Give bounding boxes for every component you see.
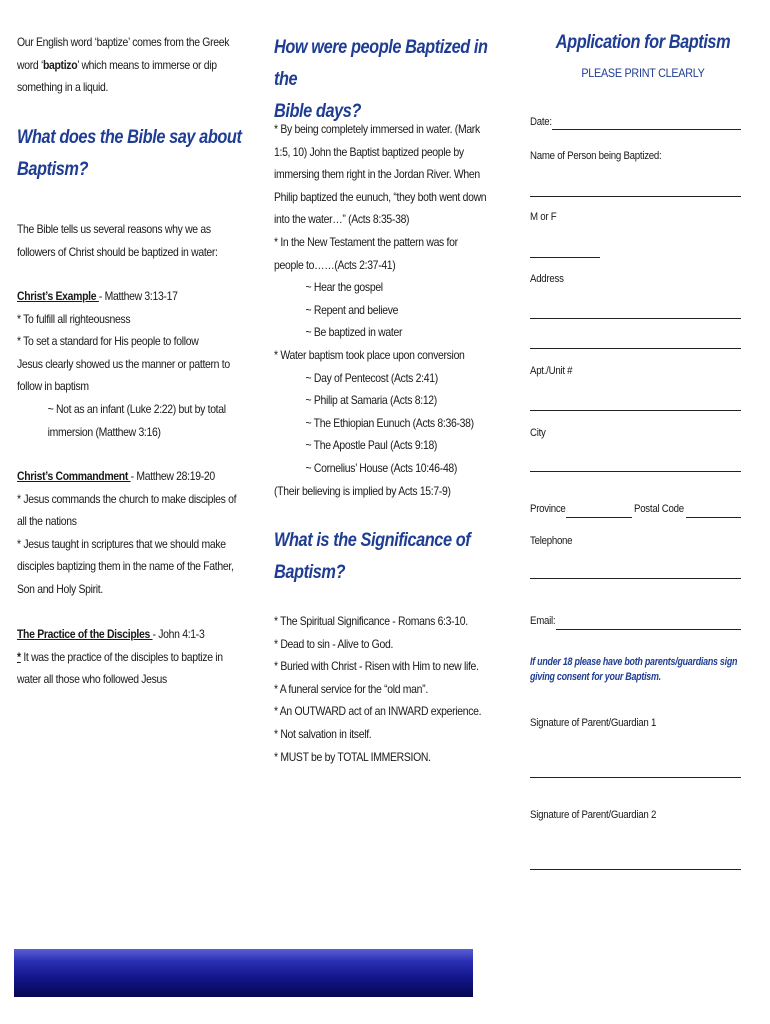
apt-label: Apt./Unit # (530, 365, 573, 377)
heading-bible-says (17, 122, 252, 186)
blue-footer-bar (14, 949, 473, 997)
text-line: Jesus clearly showed us the manner or pattern to (17, 357, 230, 371)
christs-example-section (17, 286, 249, 444)
text-line: * In the New Testament the pattern was for (274, 235, 458, 249)
heading-line: Baptism? (17, 159, 89, 180)
sex-field[interactable] (530, 257, 600, 258)
intro-line (17, 55, 249, 78)
column-application-form (530, 0, 756, 1024)
city-label: City (530, 427, 546, 439)
how-baptized-body (274, 119, 496, 503)
city-field[interactable] (530, 471, 741, 472)
heading-line: Baptism? (274, 562, 346, 583)
text-line (17, 647, 249, 670)
list-item: * An OUTWARD act of an INWARD experience. (274, 705, 482, 719)
event-item: ~ The Ethiopian Eunuch (Acts 8:36-38) (305, 416, 474, 430)
event-item: ~ Day of Pentecost (Acts 2:41) (305, 371, 438, 385)
significance-list (274, 611, 496, 769)
form-subtitle: PLEASE PRINT CLEARLY (581, 66, 705, 80)
text-line: * Water baptism took place upon conversion (274, 348, 465, 362)
text-line: * To fulfill all righteousness (17, 312, 131, 326)
sex-label: M or F (530, 211, 557, 223)
text-line: ~ Not as an infant (Luke 2:22) but by total (47, 402, 226, 416)
text-line: followers of Christ should be baptized in water: (17, 245, 218, 259)
list-item: * MUST be by TOTAL IMMERSION. (274, 750, 431, 764)
date-label: Date: (530, 116, 552, 128)
reasons-paragraph (17, 219, 249, 264)
list-item: * The Spiritual Significance - Romans 6:3-10. (274, 615, 468, 628)
event-item: ~ The Apostle Paul (Acts 9:18) (305, 439, 438, 453)
text-line: 1:5, 10) John the Baptist baptized people by (274, 145, 464, 159)
scripture-ref: - Matthew 3:13-17 (98, 290, 178, 303)
list-item: * Buried with Christ - Risen with Him to new life. (274, 660, 479, 674)
pattern-item: ~ Be baptized in water (305, 326, 403, 340)
email-label: Email: (530, 615, 556, 627)
text-line: all the nations (17, 515, 77, 529)
text: word ‘ (17, 58, 43, 72)
list-item: * Dead to sin - Alive to God. (274, 637, 394, 651)
telephone-field[interactable] (530, 578, 741, 579)
text-line: Philip baptized the eunuch, “they both went down (274, 190, 487, 204)
heading-line: What does the Bible say about (17, 127, 242, 148)
heading-significance (274, 525, 499, 589)
date-field[interactable] (552, 129, 741, 130)
address-label: Address (530, 273, 564, 285)
text-line: * Jesus commands the church to make disciples of (17, 492, 237, 506)
text-line: * To set a standard for His people to follow (17, 335, 199, 349)
section-title-text: Christ’s Example (17, 290, 99, 303)
address-field-2[interactable] (530, 348, 741, 349)
text-line: * By being completely immersed in water. (Mark (274, 123, 480, 136)
scripture-ref: - Matthew 28:19-20 (130, 470, 215, 483)
consent-note (530, 655, 748, 685)
province-field[interactable] (566, 517, 632, 518)
heading-how-baptized (274, 32, 499, 128)
signature-1-field[interactable] (530, 777, 741, 778)
pattern-item: ~ Hear the gospel (305, 281, 383, 295)
section-title-text: Christ’s Commandment (17, 470, 131, 483)
signature-2-label: Signature of Parent/Guardian 2 (530, 809, 657, 821)
event-item: ~ Cornelius’ House (Acts 10:46-48) (305, 461, 458, 475)
heading-line: How were people Baptized in the (274, 37, 488, 90)
text-line: Son and Holy Spirit. (17, 582, 103, 596)
section-title (17, 466, 249, 489)
pattern-item: ~ Repent and believe (305, 303, 399, 317)
greek-word: baptizo (42, 58, 78, 72)
email-field[interactable] (556, 629, 741, 630)
text-line: immersing them right in the Jordan River. When (274, 168, 480, 182)
text: It was the practice of the disciples to baptize in (20, 650, 223, 664)
scripture-ref: - John 4:1-3 (152, 628, 205, 641)
intro-line: something in a liquid. (17, 81, 109, 95)
province-label: Province (530, 503, 566, 515)
bullet: * (17, 650, 21, 664)
text-line: The Bible tells us several reasons why we as (17, 223, 211, 236)
signature-1-label: Signature of Parent/Guardian 1 (530, 717, 657, 729)
name-label: Name of Person being Baptized: (530, 150, 662, 162)
event-item: ~ Philip at Samaria (Acts 8:12) (305, 394, 437, 408)
text-line: immersion (Matthew 3:16) (47, 425, 161, 439)
postal-code-field[interactable] (686, 517, 741, 518)
section-title (17, 286, 249, 309)
text-line: people to……(Acts 2:37-41) (274, 258, 396, 272)
text-line: disciples baptizing them in the name of the Father, (17, 560, 234, 574)
postal-code-label: Postal Code (634, 503, 684, 515)
telephone-label: Telephone (530, 535, 573, 547)
christs-commandment-section (17, 466, 249, 602)
section-title (17, 624, 249, 647)
text-line: (Their believing is implied by Acts 15:7-9) (274, 484, 451, 498)
practice-section (17, 624, 249, 692)
name-field[interactable] (530, 196, 741, 197)
section-title-text: The Practice of the Disciples (17, 628, 153, 641)
heading-line: What is the Significance of (274, 530, 471, 551)
intro-line: Our English word ‘baptize’ comes from the Greek (17, 36, 230, 49)
consent-line: If under 18 please have both parents/guardians sign (530, 656, 738, 668)
apt-field[interactable] (530, 410, 741, 411)
consent-line: giving consent for your Baptism. (530, 671, 661, 683)
text-line: * Jesus taught in scriptures that we should make (17, 537, 226, 551)
signature-2-field[interactable] (530, 869, 741, 870)
form-title: Application for Baptism (555, 32, 731, 53)
address-field-1[interactable] (530, 318, 741, 319)
list-item: * Not salvation in itself. (274, 727, 372, 741)
heading-line: Bible days? (274, 101, 361, 122)
list-item: * A funeral service for the “old man”. (274, 682, 428, 696)
text-line: into the water…” (Acts 8:35-38) (274, 213, 410, 227)
text-line: follow in baptism (17, 380, 89, 394)
intro-paragraph (17, 32, 249, 100)
text: ’ which means to immerse or dip (77, 58, 217, 72)
text-line: water all those who followed Jesus (17, 673, 167, 687)
